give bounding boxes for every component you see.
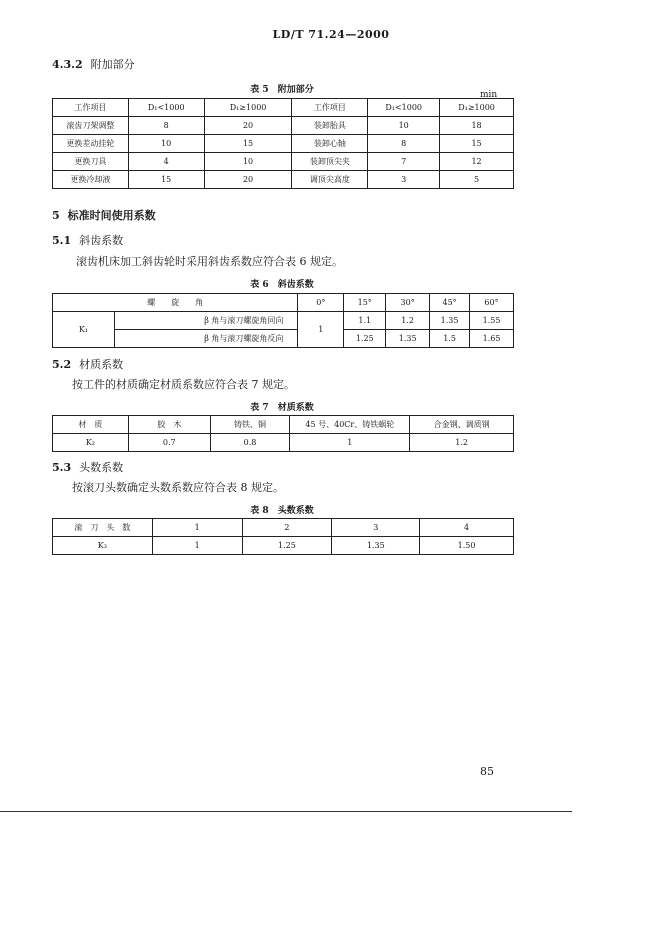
footer-rule <box>0 811 572 812</box>
section-title: 斜齿系数 <box>79 234 124 247</box>
header-cell: D₁<1000 <box>128 99 204 117</box>
table-cell: β 角与滚刀螺旋角同向 <box>114 312 298 330</box>
table-cell: K₃ <box>53 537 153 555</box>
table-cell: 更换差动挂轮 <box>53 135 129 153</box>
header-cell: 工作项目 <box>292 99 368 117</box>
table-cell: 7 <box>368 153 440 171</box>
header-cell: 材 质 <box>53 416 129 434</box>
table-cell: 1 <box>298 312 344 348</box>
table-cell: 4 <box>128 153 204 171</box>
table5-caption: 表 5 附加部分 <box>250 85 314 95</box>
header-cell: 螺 旋 角 <box>53 294 298 312</box>
table-cell: 15 <box>204 135 292 153</box>
section-heading-5-1 <box>52 232 123 248</box>
section-title: 标准时间使用系数 <box>67 209 156 222</box>
section-heading-4-3-2 <box>52 56 135 72</box>
table-cell: 0.8 <box>210 434 290 452</box>
table-cell: 8 <box>368 135 440 153</box>
section-number: 5.3 <box>52 461 72 474</box>
header-cell: 工作项目 <box>53 99 129 117</box>
table-row <box>53 117 514 135</box>
table-cell: β 角与滚刀螺旋角反向 <box>114 330 298 348</box>
table-cell: 1.2 <box>410 434 514 452</box>
table-cell: 20 <box>204 171 292 189</box>
header-cell: 0° <box>298 294 344 312</box>
table-cell: 10 <box>128 135 204 153</box>
table-cell: 20 <box>204 117 292 135</box>
table-row <box>53 153 514 171</box>
table-cell: 1.55 <box>470 312 514 330</box>
section-number: 4.3.2 <box>52 58 83 71</box>
table-cell: 1.25 <box>344 330 386 348</box>
header-cell: 30° <box>386 294 430 312</box>
section-number: 5 <box>52 209 60 222</box>
symbol-cell: K₁ <box>53 312 115 348</box>
page-number: 85 <box>480 765 494 778</box>
section-5-3-text: 按滚刀头数确定头数系数应符合表 8 规定。 <box>72 481 284 494</box>
table-cell: 1.65 <box>470 330 514 348</box>
section-heading-5-3 <box>52 459 123 475</box>
table-row <box>53 537 514 555</box>
table-cell: 1 <box>152 537 242 555</box>
section-title: 附加部分 <box>90 58 135 71</box>
header-cell: D₁≥1000 <box>440 99 514 117</box>
table-cell: 1.1 <box>344 312 386 330</box>
table7 <box>52 415 514 452</box>
header-cell: 胶 木 <box>128 416 210 434</box>
table-row <box>53 171 514 189</box>
table-cell: 8 <box>128 117 204 135</box>
table-cell: 滚齿刀架调整 <box>53 117 129 135</box>
header-cell: 铸铁、铜 <box>210 416 290 434</box>
table-cell: 12 <box>440 153 514 171</box>
table-cell: 更换冷却液 <box>53 171 129 189</box>
header-cell: D₁≥1000 <box>204 99 292 117</box>
header-cell: D₁<1000 <box>368 99 440 117</box>
table-cell: 5 <box>440 171 514 189</box>
table-cell: 1.5 <box>430 330 470 348</box>
header-cell: 3 <box>332 519 420 537</box>
header-cell: 1 <box>152 519 242 537</box>
table-cell: 1.2 <box>386 312 430 330</box>
header-cell: 合金钢、调质钢 <box>410 416 514 434</box>
header-cell: 45° <box>430 294 470 312</box>
table5-unit: min <box>480 90 498 100</box>
table-row <box>53 135 514 153</box>
table-cell: 18 <box>440 117 514 135</box>
table6-caption: 表 6 斜齿系数 <box>250 280 314 290</box>
table5-header-row <box>53 99 514 117</box>
table-cell: 装卸胎具 <box>292 117 368 135</box>
page-header: LD/T 71.24—2000 <box>272 28 390 41</box>
table-cell: 装卸顶尖夹 <box>292 153 368 171</box>
header-cell: 60° <box>470 294 514 312</box>
section-title: 头数系数 <box>79 461 124 474</box>
table-cell: 15 <box>440 135 514 153</box>
table8-header-row <box>53 519 514 537</box>
table8-caption: 表 8 头数系数 <box>250 506 314 516</box>
table-row <box>53 330 514 348</box>
section-number: 5.1 <box>52 234 72 247</box>
table-cell: 10 <box>204 153 292 171</box>
table-cell: 3 <box>368 171 440 189</box>
table-cell: 调顶尖高度 <box>292 171 368 189</box>
table7-header-row <box>53 416 514 434</box>
table-cell: 1.50 <box>420 537 514 555</box>
table7-caption: 表 7 材质系数 <box>250 403 314 413</box>
header-cell: 45 号、40Cr、铸铁蜗轮 <box>290 416 410 434</box>
table-cell: 更换刀具 <box>53 153 129 171</box>
header-cell: 滚 刀 头 数 <box>53 519 153 537</box>
section-5-1-text: 滚齿机床加工斜齿轮时采用斜齿系数应符合表 6 规定。 <box>76 255 343 268</box>
table-cell: 1.25 <box>242 537 332 555</box>
table-row <box>53 312 514 330</box>
table-cell: 装卸心轴 <box>292 135 368 153</box>
table-cell: 1 <box>290 434 410 452</box>
table8 <box>52 518 514 555</box>
table-cell: K₂ <box>53 434 129 452</box>
header-cell: 4 <box>420 519 514 537</box>
table-cell: 1.35 <box>332 537 420 555</box>
header-cell: 15° <box>344 294 386 312</box>
section-heading-5 <box>52 207 156 223</box>
table-cell: 1.35 <box>386 330 430 348</box>
section-number: 5.2 <box>52 358 72 371</box>
table6-header-row <box>53 294 514 312</box>
table-cell: 0.7 <box>128 434 210 452</box>
table5 <box>52 98 514 189</box>
table-cell: 15 <box>128 171 204 189</box>
table-row <box>53 434 514 452</box>
table-cell: 10 <box>368 117 440 135</box>
table-cell: 1.35 <box>430 312 470 330</box>
section-5-2-text: 按工件的材质确定材质系数应符合表 7 规定。 <box>72 378 295 391</box>
section-title: 材质系数 <box>79 358 124 371</box>
header-cell: 2 <box>242 519 332 537</box>
table6 <box>52 293 514 348</box>
section-heading-5-2 <box>52 356 123 372</box>
